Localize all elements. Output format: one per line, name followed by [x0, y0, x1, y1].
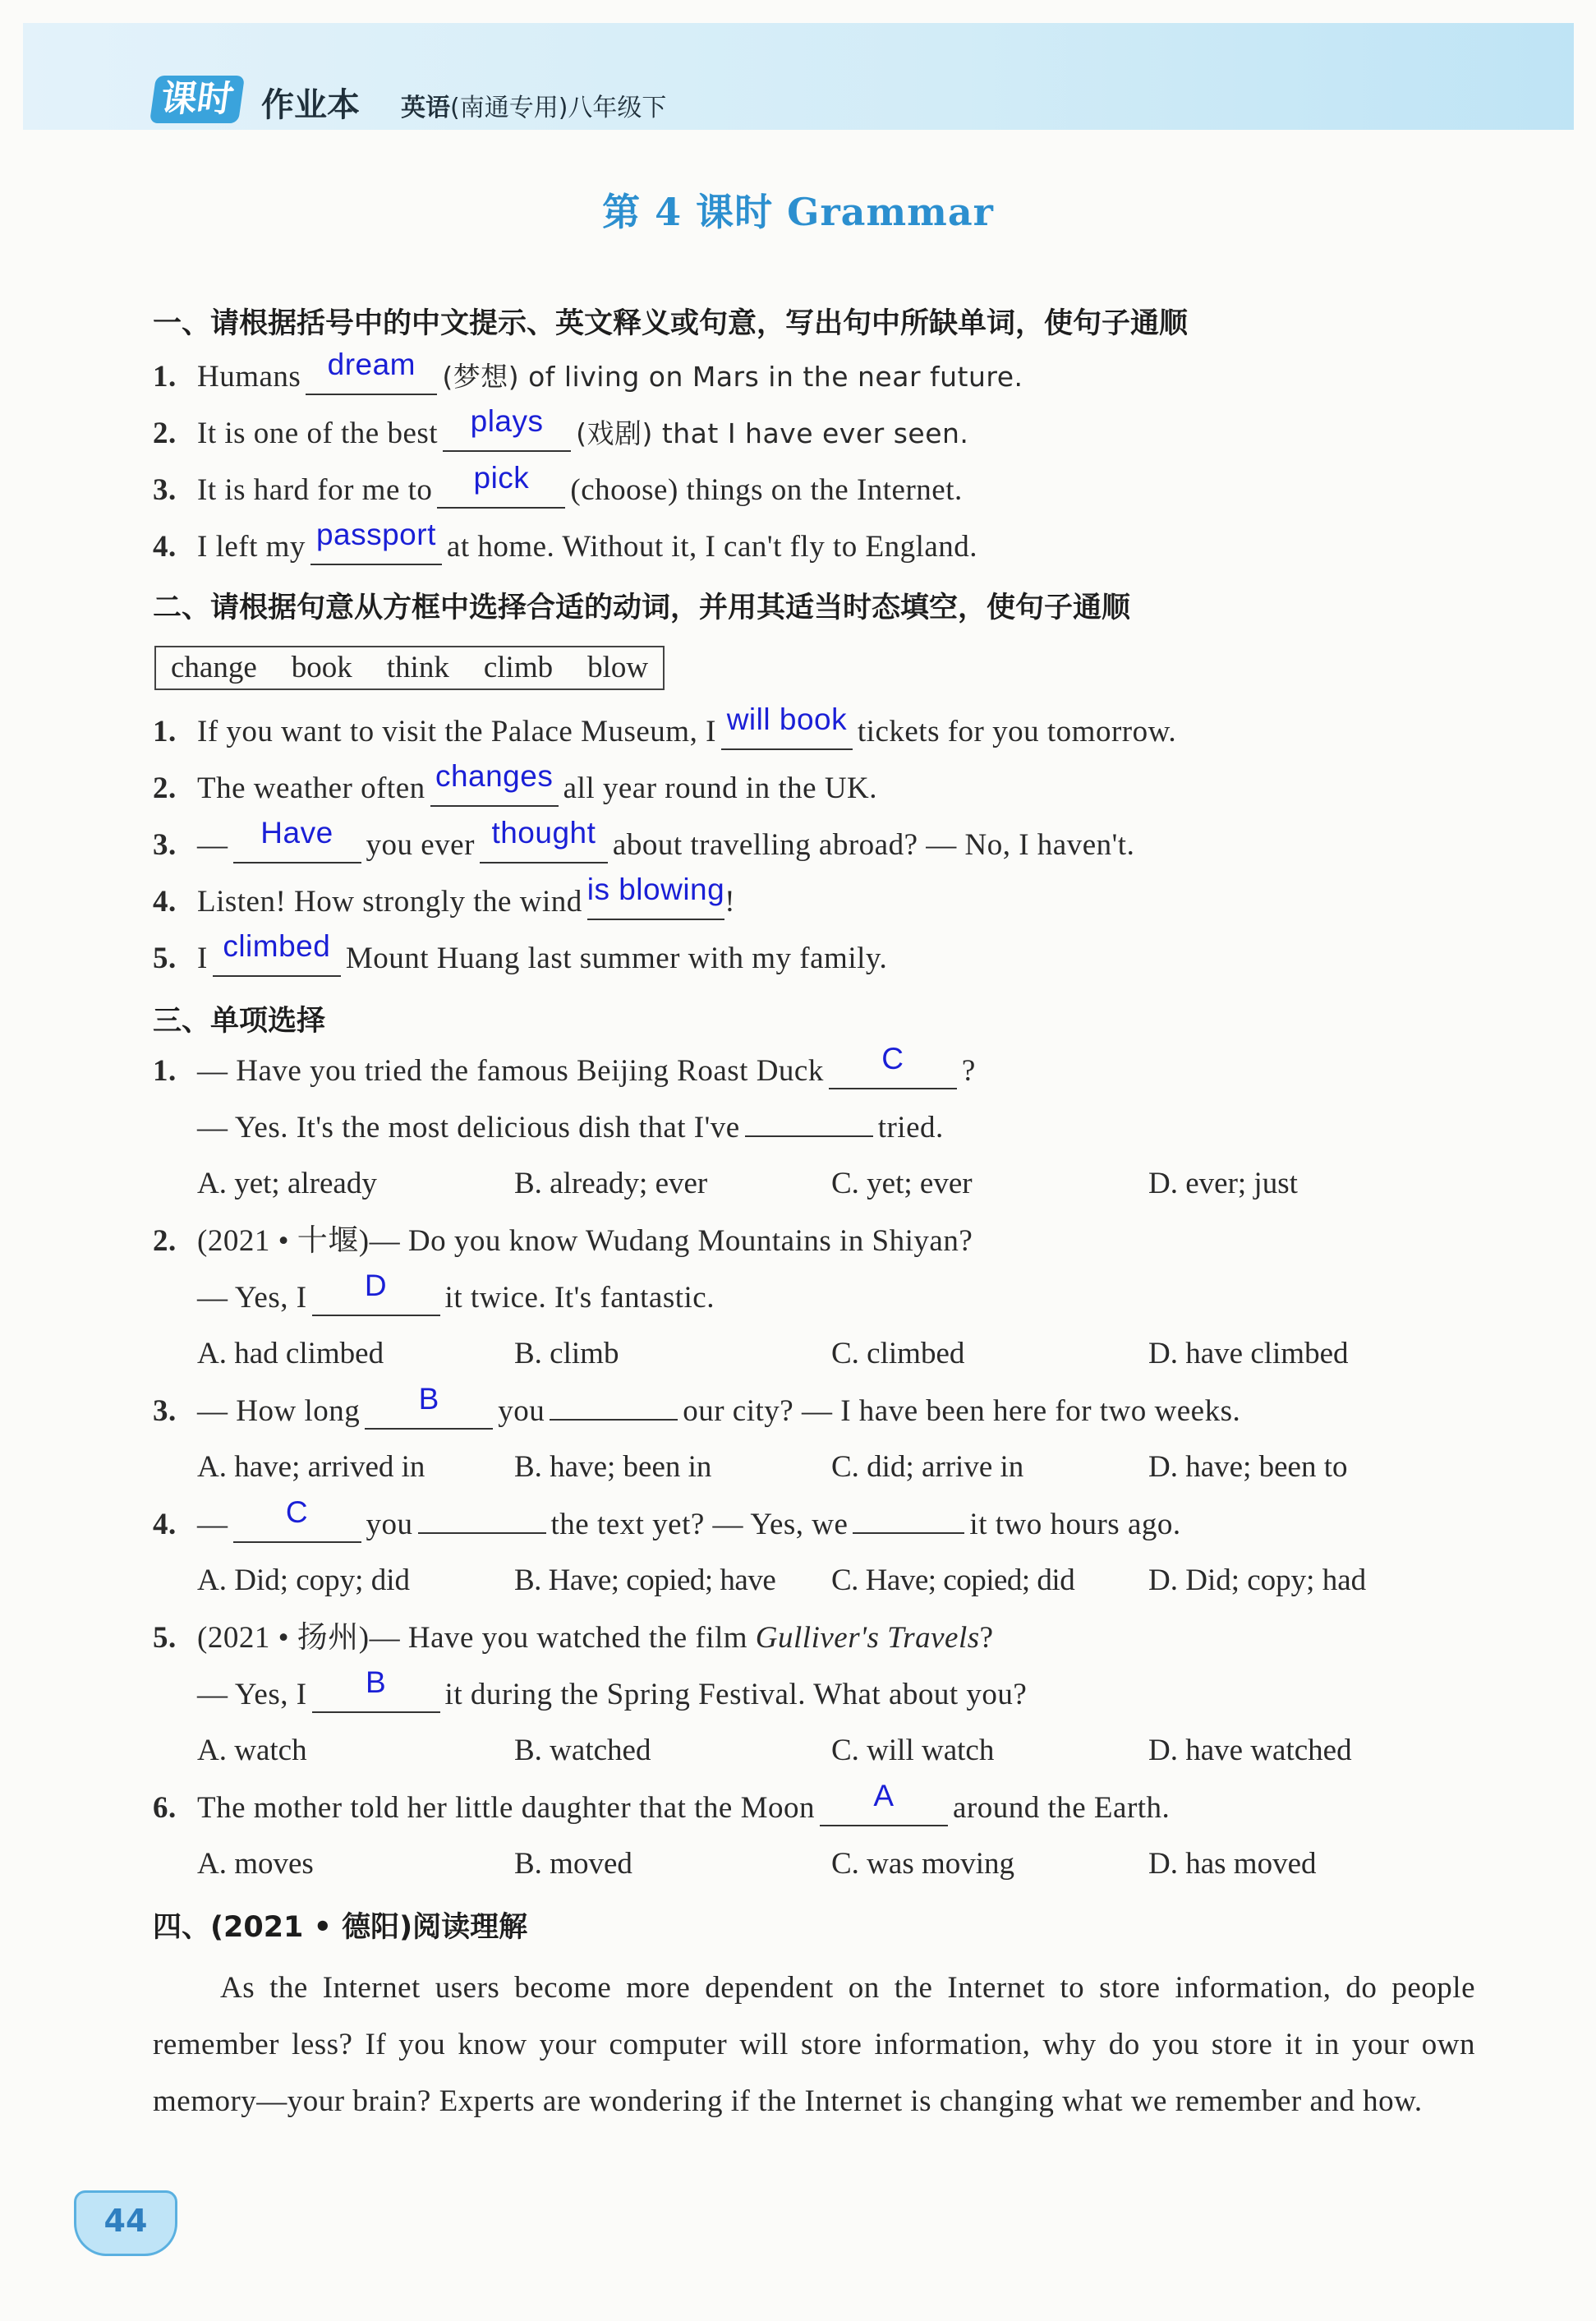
option-a[interactable]: A. moves	[197, 1847, 314, 1881]
word-bank-item: think	[386, 651, 449, 684]
word-bank-item: change	[171, 651, 257, 684]
option-a[interactable]: A. had climbed	[197, 1337, 384, 1370]
mcq-2-stem-2: — Yes, I D it twice. It's fantastic.	[197, 1269, 715, 1315]
section-3-heading: 三、单项选择	[153, 1005, 326, 1038]
mcq-1-stem-2: — Yes. It's the most delicious dish that I've tried.	[197, 1111, 944, 1144]
answer-blank[interactable]: changes	[430, 771, 559, 807]
answer-blank[interactable]: passport	[310, 530, 442, 565]
word-bank-item: book	[291, 651, 352, 684]
mcq-2-stem: 2. (2021 • 十堰)— Do you know Wudang Mountains in Shiyan?	[153, 1224, 973, 1258]
answer-blank[interactable]: C	[233, 1508, 361, 1543]
word-box	[154, 646, 665, 690]
edition: (南通专用)八年级下	[450, 94, 667, 122]
s2-item-3: 3. — Have you ever thought about travelling abroad? — No, I haven't.	[153, 816, 1135, 862]
option-c[interactable]: C. yet; ever	[831, 1167, 973, 1200]
section-4-heading: 四、(2021 • 德阳)阅读理解	[153, 1911, 528, 1944]
answer-blank[interactable]: plays	[443, 417, 571, 452]
option-a[interactable]: A. have; arrived in	[197, 1450, 425, 1484]
answer-blank[interactable]: pick	[437, 473, 565, 509]
option-b[interactable]: B. already; ever	[514, 1167, 708, 1200]
option-d[interactable]: D. have; been to	[1148, 1450, 1348, 1484]
mcq-4-stem: 4. — C you the text yet? — Yes, we it two hours ago.	[153, 1495, 1181, 1541]
option-a[interactable]: A. Did; copy; did	[197, 1563, 410, 1597]
option-d[interactable]: D. has moved	[1148, 1847, 1317, 1881]
header-band	[23, 23, 1574, 130]
answer-blank[interactable]	[745, 1135, 873, 1137]
option-d[interactable]: D. Did; copy; had	[1148, 1563, 1367, 1597]
option-c[interactable]: C. will watch	[831, 1734, 995, 1767]
s1-item-1: 1. Humans dream (梦想) of living on Mars in the near future.	[153, 348, 1023, 394]
answer-blank[interactable]	[418, 1532, 546, 1534]
option-b[interactable]: B. have; been in	[514, 1450, 712, 1484]
answer-blank[interactable]: A	[820, 1791, 948, 1826]
option-b[interactable]: B. Have; copied; have	[514, 1563, 776, 1597]
answer-blank[interactable]: climbed	[213, 942, 341, 977]
answer-blank[interactable]: B	[365, 1394, 493, 1430]
s1-item-2: 2. It is one of the best plays (戏剧) that I have ever seen.	[153, 404, 969, 450]
s2-item-2: 2. The weather often changes all year round in the UK.	[153, 759, 878, 805]
option-b[interactable]: B. watched	[514, 1734, 651, 1767]
subject: 英语	[401, 94, 450, 122]
answer-blank[interactable]: thought	[480, 828, 608, 863]
answer-blank[interactable]: C	[829, 1054, 957, 1089]
reading-passage: As the Internet users become more dependent on the Internet to store information, do people remember less? If you know your computer will store information, why do you store it in your own memory—your brain? Experts are wondering if the Internet is changing what we remember and how.	[153, 1971, 1475, 2118]
answer-blank[interactable]: will book	[721, 715, 853, 750]
answer-blank[interactable]: is blowing	[587, 885, 724, 920]
mcq-5-stem: 5. (2021 • 扬州)— Have you watched the film Gulliver's Travels?	[153, 1621, 994, 1655]
page-number: 44	[74, 2190, 177, 2256]
option-a[interactable]: A. yet; already	[197, 1167, 377, 1200]
series-logo: 课时	[149, 76, 245, 123]
s2-item-4: 4. Listen! How strongly the wind is blowing!	[153, 873, 736, 919]
s2-item-5: 5. I climbed Mount Huang last summer with my family.	[153, 929, 888, 975]
mcq-5-stem-2: — Yes, I B it during the Spring Festival. What about you?	[197, 1665, 1028, 1711]
answer-blank[interactable]: D	[312, 1281, 440, 1316]
answer-blank[interactable]: dream	[306, 360, 437, 395]
word-bank-item: climb	[483, 651, 554, 684]
answer-blank[interactable]: B	[312, 1678, 440, 1713]
option-d[interactable]: D. have climbed	[1148, 1337, 1349, 1370]
option-b[interactable]: B. moved	[514, 1847, 632, 1881]
lesson-title: 第 4 课时 Grammar	[602, 190, 994, 234]
option-c[interactable]: C. Have; copied; did	[831, 1563, 1075, 1597]
book-info	[401, 87, 666, 123]
s1-item-4: 4. I left my passport at home. Without it, I can't fly to England.	[153, 518, 978, 564]
s2-item-1: 1. If you want to visit the Palace Museum, I will book tickets for you tomorrow.	[153, 702, 1177, 748]
mcq-1-stem: 1. — Have you tried the famous Beijing Roast Duck C ?	[153, 1042, 976, 1088]
answer-blank[interactable]	[550, 1419, 678, 1421]
mcq-6-stem: 6. The mother told her little daughter that the Moon A around the Earth.	[153, 1779, 1171, 1825]
option-d[interactable]: D. have watched	[1148, 1734, 1352, 1767]
option-b[interactable]: B. climb	[514, 1337, 619, 1370]
mcq-3-stem: 3. — How long B you our city? — I have been here for two weeks.	[153, 1382, 1241, 1428]
option-c[interactable]: C. was moving	[831, 1847, 1015, 1881]
series-name: 作业本	[261, 86, 360, 124]
option-d[interactable]: D. ever; just	[1148, 1167, 1298, 1200]
section-2-heading: 二、请根据句意从方框中选择合适的动词，并用其适当时态填空，使句子通顺	[153, 592, 1131, 624]
section-1-heading: 一、请根据括号中的中文提示、英文释义或句意，写出句中所缺单词，使句子通顺	[153, 307, 1189, 340]
film-title: Gulliver's Travels	[755, 1621, 980, 1655]
answer-blank[interactable]: Have	[233, 828, 361, 863]
option-a[interactable]: A. watch	[197, 1734, 307, 1767]
word-bank-item: blow	[587, 651, 649, 684]
option-c[interactable]: C. climbed	[831, 1337, 965, 1370]
option-c[interactable]: C. did; arrive in	[831, 1450, 1024, 1484]
answer-blank[interactable]	[853, 1532, 964, 1534]
s1-item-3: 3. It is hard for me to pick (choose) things on the Internet.	[153, 461, 963, 507]
